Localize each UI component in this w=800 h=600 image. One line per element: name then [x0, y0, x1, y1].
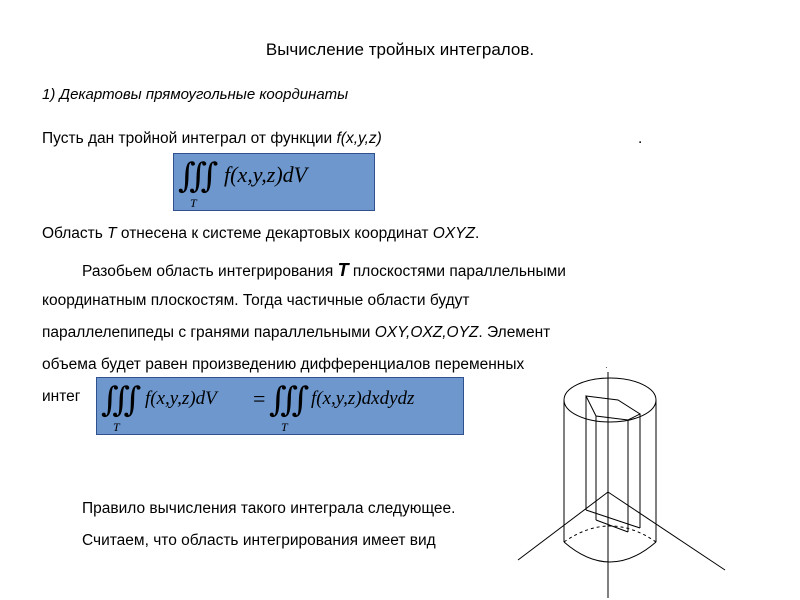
para3-suffix: . Элемент	[478, 324, 551, 341]
cylinder-bottom	[564, 542, 656, 562]
para1-text: Разобьем область интегрирования	[82, 263, 338, 280]
formula-volume-element	[96, 377, 464, 435]
base-line-2	[596, 520, 628, 532]
cylinder-bottom-back	[564, 526, 656, 542]
intro-dot: .	[638, 130, 643, 147]
cylinder-domain-figure	[500, 360, 740, 600]
rule-line: Правило вычисления такого интеграла следующее.	[82, 500, 456, 517]
intro-text: Пусть дан тройной интеграл от функции	[42, 130, 337, 147]
base-line-1	[586, 510, 640, 528]
triple-integral-sign: ∭	[178, 158, 219, 195]
axis-tick-mark: ·	[605, 363, 608, 372]
para-line-1	[82, 260, 566, 281]
domain-text-2: отнесена к системе декартовых координат	[116, 225, 433, 242]
para-line-3	[42, 324, 550, 342]
para-line-5: интег	[42, 388, 81, 405]
equals-sign: =	[253, 386, 266, 411]
integral-domain: T	[190, 196, 197, 210]
intro-line	[42, 130, 382, 148]
domain-text-1: Область	[42, 225, 108, 242]
para1-suffix: плоскостями параллельными	[348, 263, 566, 280]
integrand-right: f(x,y,z)dxdydz	[311, 388, 415, 409]
assume-line: Считаем, что область интегрирования имеет вид	[82, 532, 436, 549]
formula-triple-integral	[173, 153, 375, 211]
slide-title: Вычисление тройных интегралов.	[265, 40, 535, 59]
para3-text: параллелепипеды с гранями параллельными	[42, 324, 375, 341]
para-line-4: объема будет равен произведению дифференциалов переменных	[42, 356, 525, 373]
para-line-2: координатным плоскостям. Тогда частичные области будут	[42, 292, 470, 309]
section-heading: 1) Декартовы прямоугольные координаты	[42, 86, 349, 103]
integral-domain-left: T	[113, 420, 120, 434]
integrand-left: f(x,y,z)dV	[145, 388, 217, 409]
top-section	[586, 396, 640, 420]
integral-domain-right: T	[281, 420, 288, 434]
x-axis	[518, 492, 608, 560]
function-name: f(x,y,z)	[336, 130, 382, 147]
triple-integral-sign-right: ∭	[269, 382, 310, 419]
triple-integral-sign-left: ∭	[101, 382, 142, 419]
planes: OXY,OXZ,OYZ	[374, 324, 479, 341]
domain-var: T	[107, 225, 117, 242]
domain-end: .	[474, 225, 480, 242]
integrand: f(x,y,z)dV	[224, 162, 308, 187]
cylinder-top	[564, 378, 656, 422]
domain-line	[42, 225, 479, 243]
coord-system: OXYZ	[432, 225, 475, 242]
para1-var: T	[337, 260, 349, 280]
